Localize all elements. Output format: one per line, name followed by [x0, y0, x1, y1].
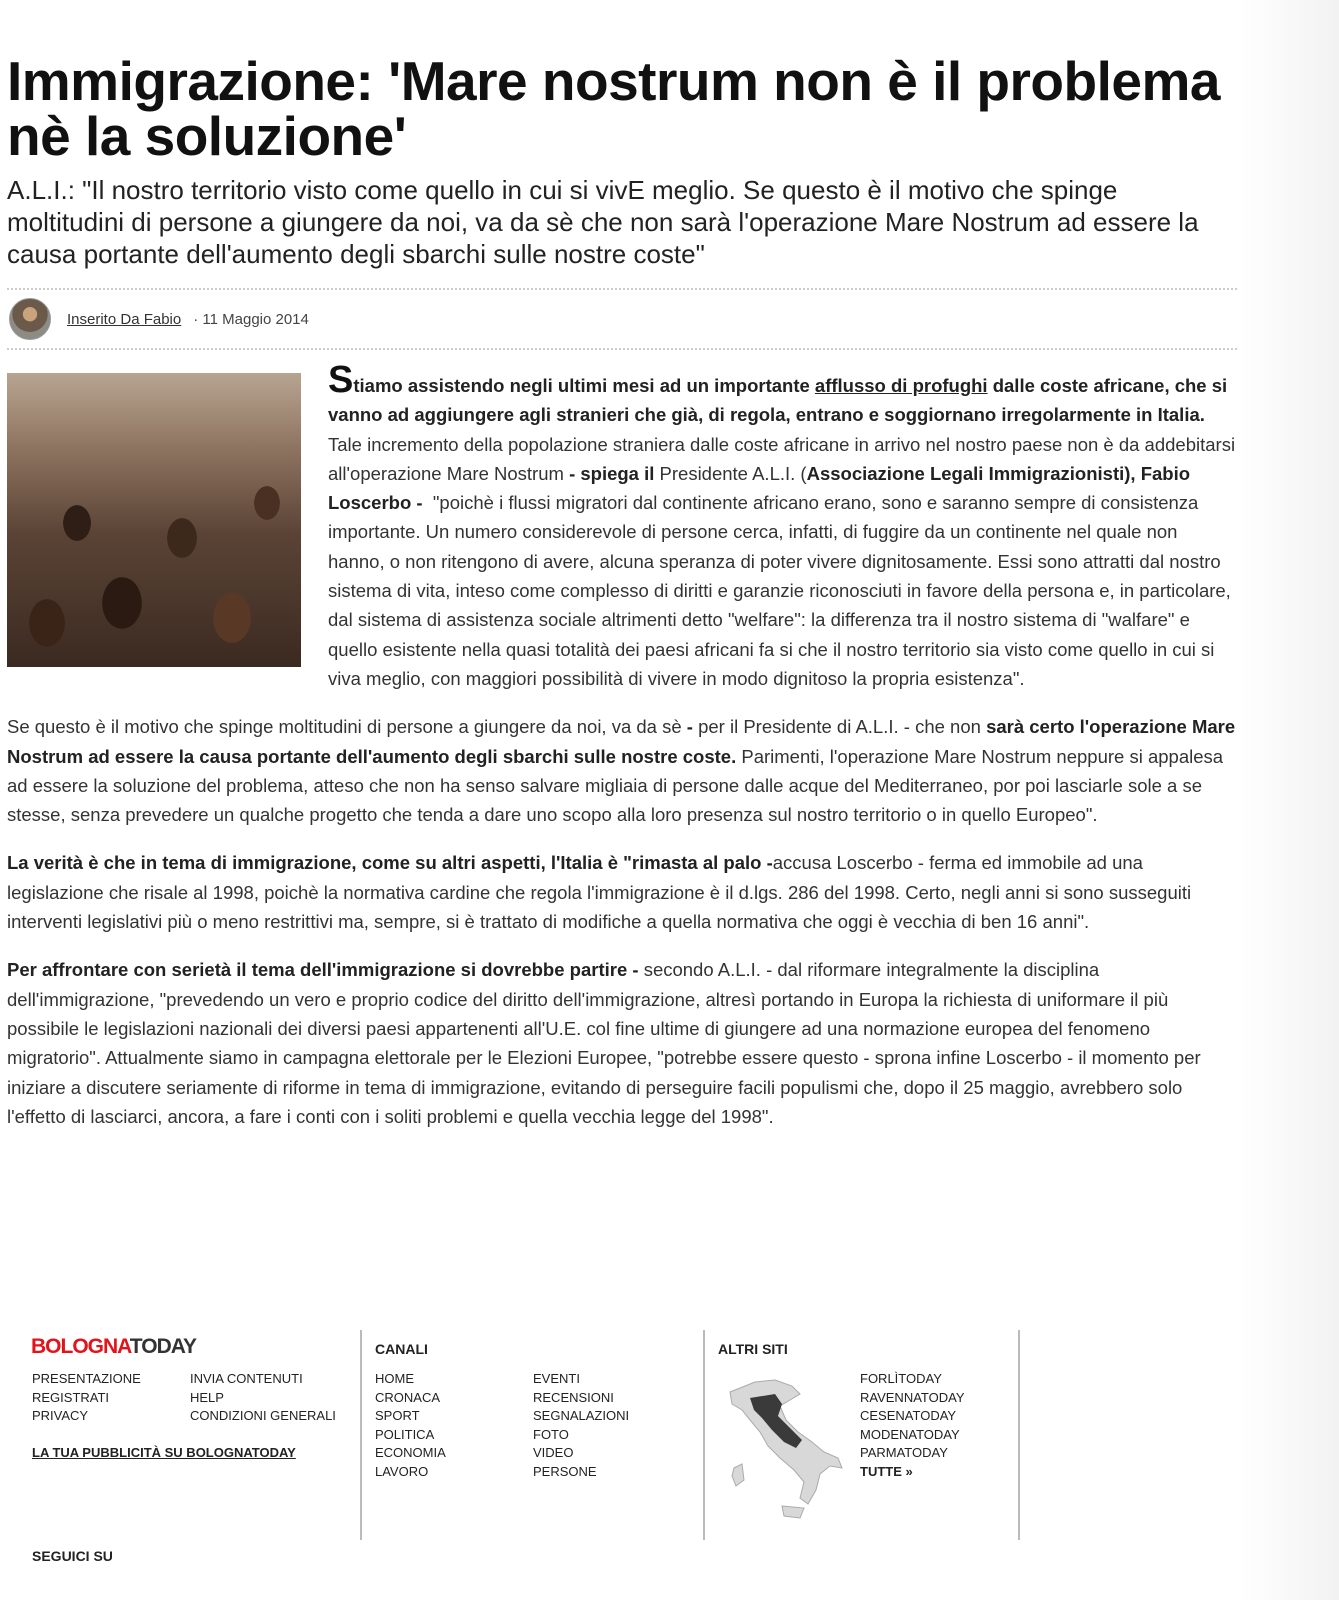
footer-link-privacy[interactable]: PRIVACY — [32, 1408, 89, 1424]
altri-siti-title: ALTRI SITI — [718, 1341, 788, 1357]
logo-red-part: BOLOGNA — [31, 1335, 130, 1358]
p3-text-1: accusa Loscerbo - ferma ed immobile ad una legislazione che risale al 1998, poichè la normativa cardine che regola l'immigrazione è il d.lgs. 286 del 1998. Certo, negli anni si sono susseguiti interventi legislativi più o meno restrittivi ma, sempre, si è trattato di modifiche a quella normativa che oggi è vecchia di ben 16 anni". — [7, 852, 1192, 933]
author-link[interactable]: Inserito Da Fabio — [67, 310, 182, 328]
bolognatoday-logo[interactable] — [31, 1335, 196, 1359]
canali-home[interactable]: HOME — [375, 1371, 414, 1386]
canali-segnalazioni[interactable]: SEGNALAZIONI — [533, 1408, 630, 1424]
italy-map-icon — [720, 1370, 850, 1520]
footer-links-b — [190, 1370, 336, 1426]
p1-bold-1: - spiega il — [569, 462, 655, 484]
p1-bold-b: dalle coste africane, che si vanno ad aggiungere agli stranieri che già, di regola, entrano e soggiornano irregolarmente in Italia. — [328, 375, 1228, 426]
canali-eventi[interactable]: EVENTI — [533, 1371, 580, 1386]
p1-text-3: "poichè i flussi migratori dal continente africano erano, sono e saranno sempre di consistenza importante. Un numero considerevole di persone cerca, infatti, di fuggire da un continente nel quale non hanno, o non ritengono di avere, alcuna speranza di poter vivere dignitosamente. Essi sono attratti dal nostro sistema di vita, inteso come complesso di diritti e garanzie riconosciuti in favore della persona e, in particolare, dal sistema di assistenza sociale altrimenti detto "welfare": la differenza tra il nostro sistema di "walfare" e quello esistente nella quasi totalità dei paesi africani fa si che il nostro territorio sia visto come quello in cui si viva meglio, con maggiori possibilità di vivere in modo dignitoso la propria esistenza". — [328, 492, 1231, 689]
canali-video[interactable]: VIDEO — [533, 1445, 574, 1461]
p1-bold-a: tiamo assistendo negli ultimi mesi ad un importante — [353, 375, 810, 396]
paragraph-3 — [7, 848, 1237, 936]
footer-link-invia-contenuti[interactable]: INVIA CONTENUTI — [190, 1371, 303, 1386]
footer-link-help[interactable]: HELP — [190, 1389, 224, 1405]
canali-lavoro[interactable]: LAVORO — [375, 1463, 429, 1479]
advertising-link[interactable]: LA TUA PUBBLICITÀ SU BOLOGNATODAY — [32, 1445, 296, 1460]
paragraph-4 — [7, 955, 1237, 1131]
canali-links-b — [533, 1370, 629, 1482]
p4-text-1: secondo A.L.I. - dal riformare integralmente la disciplina dell'immigrazione, "prevedendo un vero e proprio codice del diritto dell'immigrazione, altresì portando in Europa la richiesta di uniformare il più possibile le legislazioni nazionali dei diversi paesi appartenenti all'U.E. col fine ultime di giungere ad una normazione europea del fenomeno migratorio". Attualmente siamo in campagna elettorale per le Elezioni Europee, "potrebbe essere questo - sprona infine Loscerbo - il momento per iniziare a discutere seriamente di riforme in tema di immigrazione, evitando di perseguire facili populismi che, dopo il 25 maggio, avrebbero solo l'effetto di lasciarci, ancora, a fare i conti con i soliti problemi e quella vecchia legge del 1998". — [7, 959, 1201, 1127]
p3-bold-1: La verità è che in tema di immigrazione, come su altri aspetti, l'Italia è "rimasta al palo - — [7, 852, 773, 874]
logo-dark-part: TODAY — [129, 1335, 196, 1358]
canali-politica[interactable]: POLITICA — [375, 1426, 435, 1442]
author-avatar[interactable] — [9, 298, 51, 340]
footer-link-registrati[interactable]: REGISTRATI — [32, 1389, 110, 1405]
afflusso-profughi-link[interactable]: afflusso di profughi — [814, 375, 988, 396]
footer-link-presentazione[interactable]: PRESENTAZIONE — [32, 1371, 141, 1386]
footer-link-condizioni[interactable]: CONDIZIONI GENERALI — [190, 1408, 336, 1424]
canali-sport[interactable]: SPORT — [375, 1408, 420, 1424]
article — [7, 50, 1237, 1150]
p1-text-2: Presidente A.L.I. ( — [659, 462, 807, 484]
canali-links-a — [375, 1370, 446, 1482]
p1-bold-2: Associazione Legali Immigrazionisti), Fabio Loscerbo - — [328, 462, 1191, 514]
altri-siti-links — [860, 1370, 965, 1482]
canali-cronaca[interactable]: CRONACA — [375, 1389, 441, 1405]
p1-text-1: Tale incremento della popolazione straniera dalle coste africane in arrivo nel nostro paese non è da addebitarsi all'operazione Mare Nostrum — [328, 433, 1236, 484]
canali-persone[interactable]: PERSONE — [533, 1463, 597, 1479]
footer-links-a — [32, 1370, 141, 1426]
p2-bold-1: - — [686, 716, 693, 738]
site-footer — [0, 1330, 1339, 1600]
article-date: · 11 Maggio 2014 — [193, 310, 309, 328]
canali-economia[interactable]: ECONOMIA — [375, 1445, 446, 1461]
site-ravennatoday[interactable]: RAVENNATODAY — [860, 1389, 965, 1405]
site-modenatoday[interactable]: MODENATODAY — [860, 1426, 960, 1442]
footer-divider-3 — [1018, 1330, 1020, 1540]
byline — [7, 288, 1237, 350]
footer-divider-2 — [703, 1330, 705, 1540]
canali-recensioni[interactable]: RECENSIONI — [533, 1389, 614, 1405]
seguici-su-label: SEGUICI SU — [32, 1548, 113, 1564]
article-body — [7, 359, 1237, 1131]
site-tutte-link[interactable]: TUTTE » — [860, 1463, 913, 1479]
p2-bold-2: sarà certo l'operazione Mare Nostrum ad essere la causa portante dell'aumento degli sbarchi sulle nostre coste. — [7, 716, 1236, 767]
paragraph-2 — [7, 712, 1237, 829]
site-forlitoday[interactable]: FORLÌTODAY — [860, 1371, 942, 1386]
article-photo — [7, 373, 301, 667]
p2-text-3: Parimenti, l'operazione Mare Nostrum neppure si appalesa ad essere la soluzione del problema, atteso che non ha senso salvare migliaia di persone dalle acque del Mediterraneo, por poi lasciarle sole a se stesse, senza prevedere un qualche progetto che tenda a dare uno scopo alla loro presenza sul nostro territorio o in quello Europeo". — [7, 745, 1224, 826]
canali-foto[interactable]: FOTO — [533, 1426, 569, 1442]
canali-title: CANALI — [375, 1341, 428, 1357]
site-parmatoday[interactable]: PARMATODAY — [860, 1445, 948, 1461]
dropcap: S — [328, 359, 354, 401]
article-subtitle: A.L.I.: "Il nostro territorio visto come quello in cui si vivE meglio. Se questo è il motivo che spinge moltitudini di persone a giungere da noi, va da sè che non sarà l'operazione Mare Nostrum ad essere la causa portante dell'aumento degli sbarchi sulle nostre coste" — [7, 175, 1199, 269]
article-title: Immigrazione: 'Mare nostrum non è il problema nè la soluzione' — [7, 50, 1220, 167]
site-cesenatoday[interactable]: CESENATODAY — [860, 1408, 957, 1424]
footer-divider-1 — [360, 1330, 362, 1540]
p2-text-1: Se questo è il motivo che spinge moltitudini di persone a giungere da noi, va da sè — [7, 716, 682, 738]
p4-bold-1: Per affrontare con serietà il tema dell'immigrazione si dovrebbe partire - — [7, 959, 639, 981]
p2-text-2: per il Presidente di A.L.I. - che non — [698, 716, 981, 738]
